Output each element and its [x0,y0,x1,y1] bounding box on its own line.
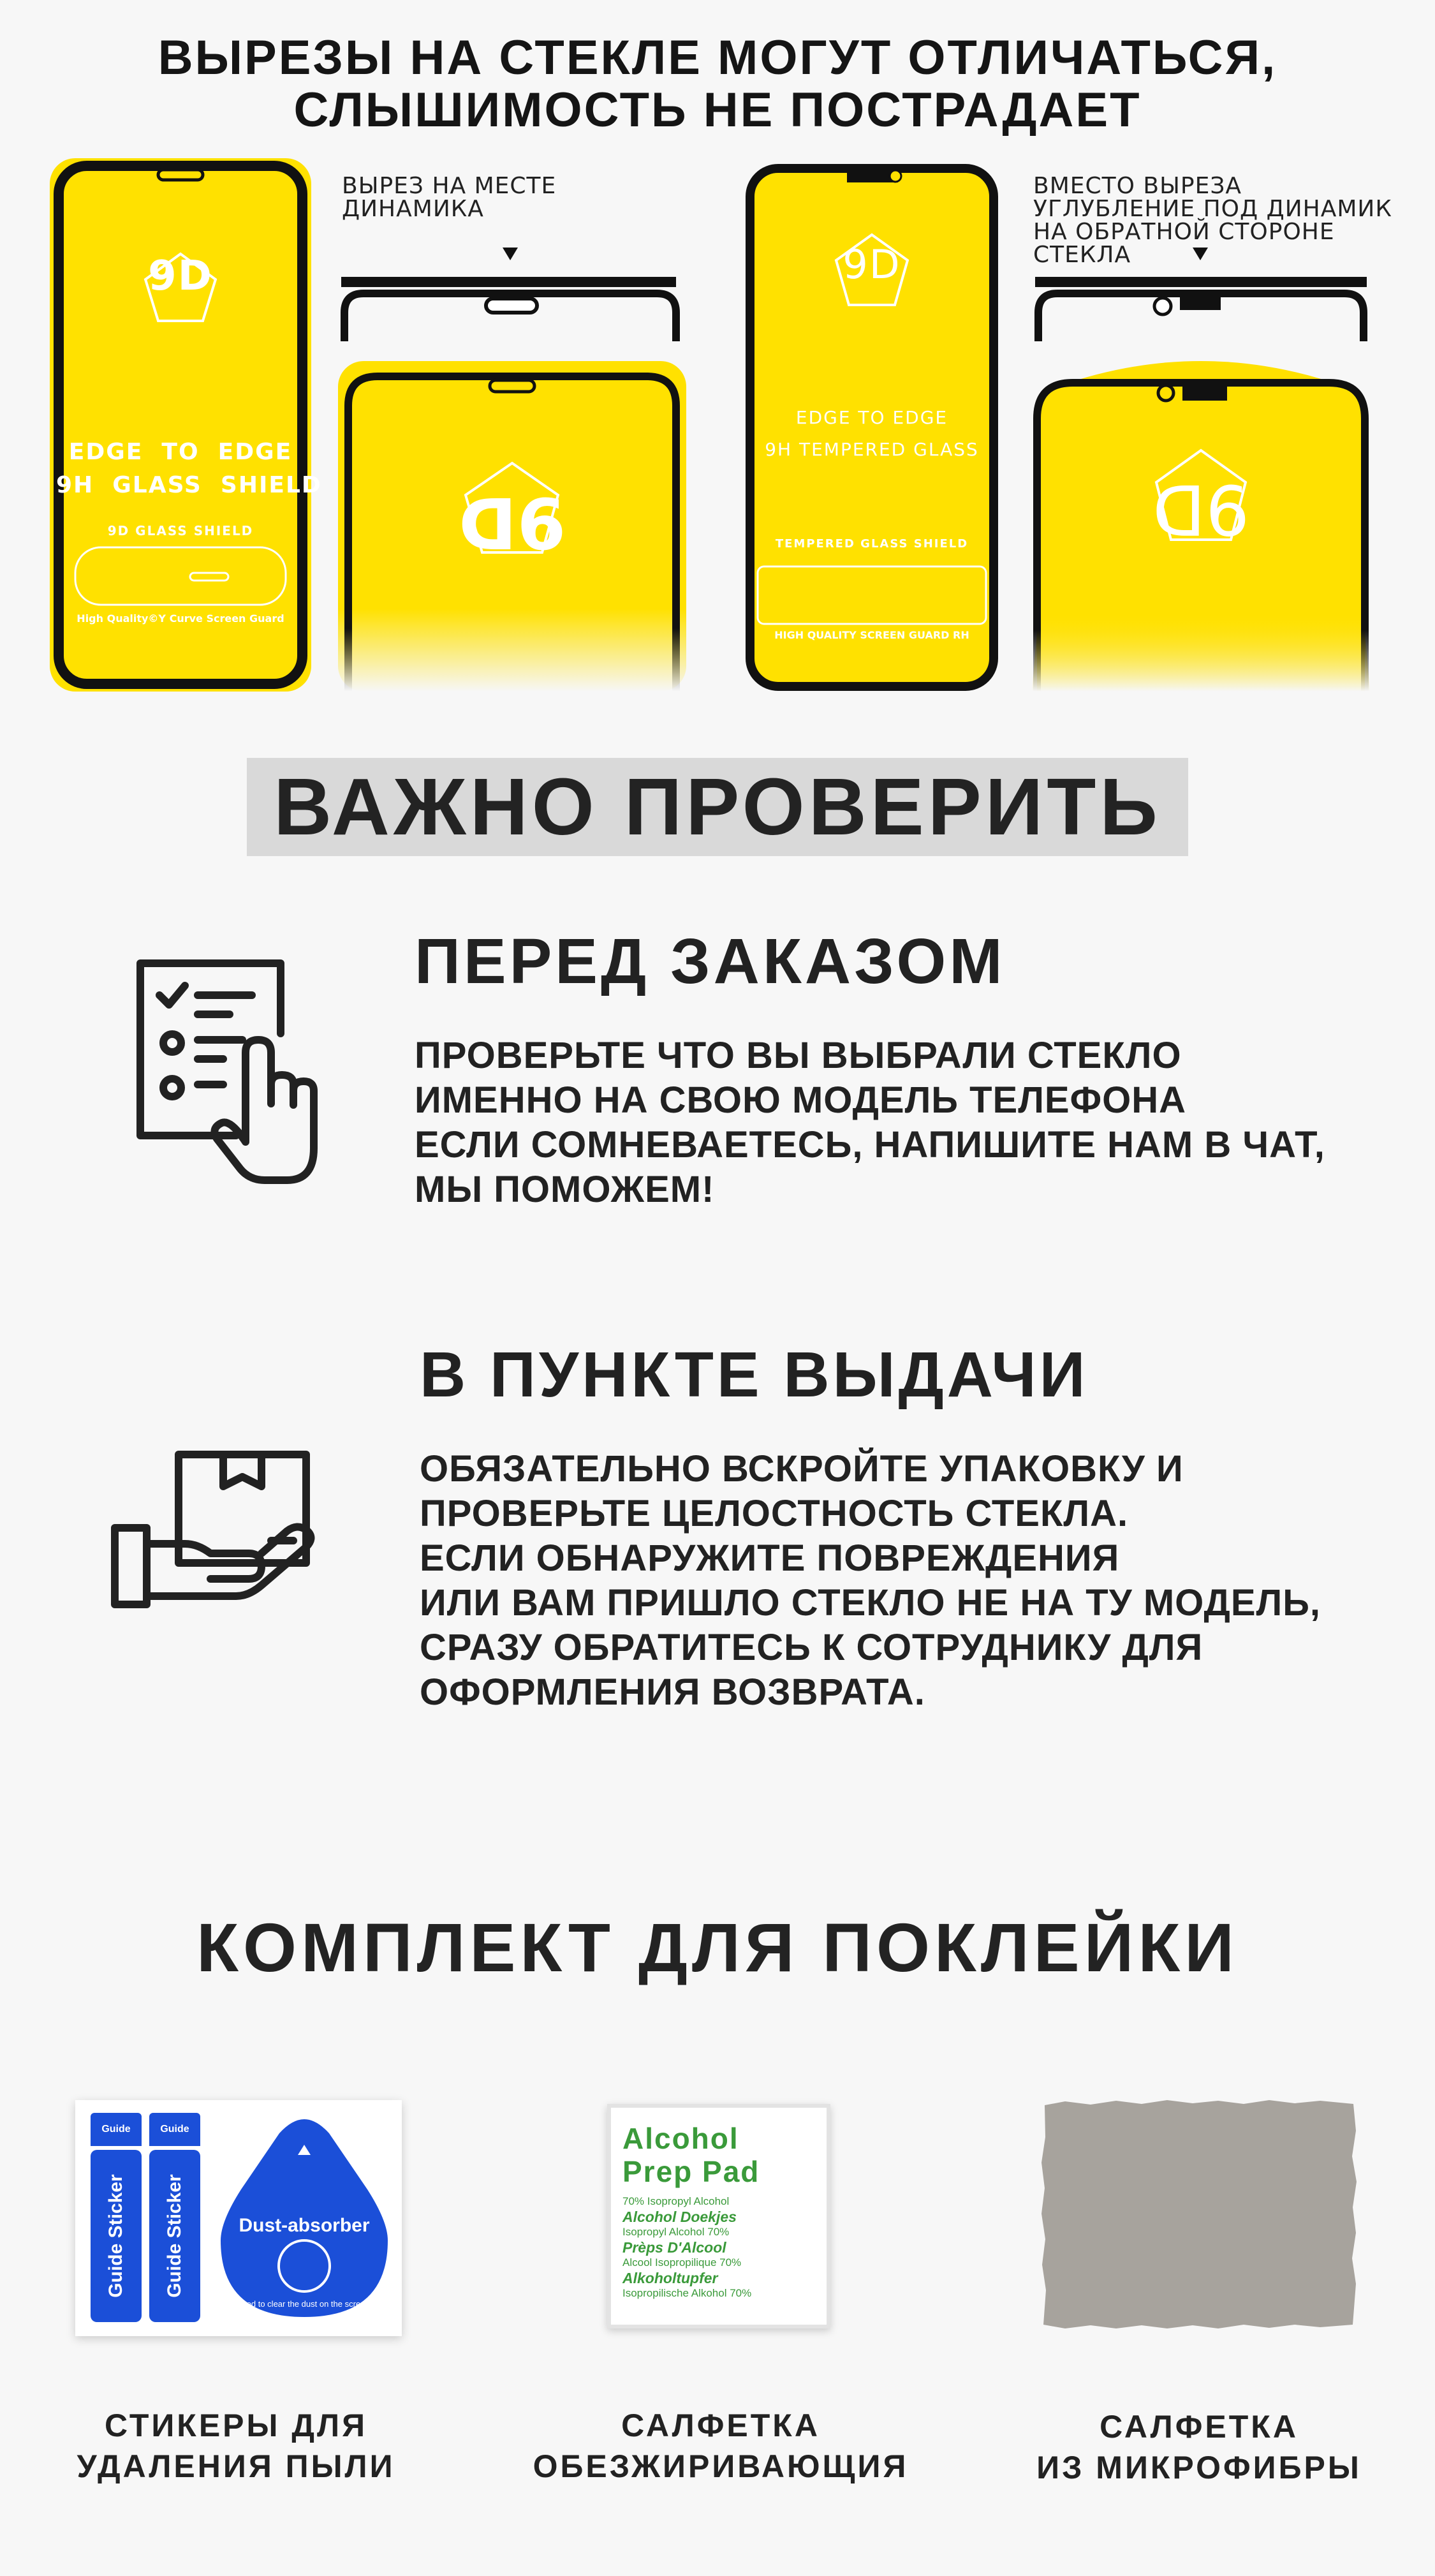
heading-line-2: СЛЫШИМОСТЬ НЕ ПОСТРАДАЕТ [293,83,1142,137]
pickup-line-6: ОФОРМЛЕНИЯ ВОЗВРАТА. [420,1671,925,1713]
kit-caption-microfiber [1008,2406,1390,2488]
alcohol-pad-title-2: Prep Pad [622,2155,760,2188]
kit-caption-stickers-line-1: СТИКЕРЫ ДЛЯ [104,2408,368,2443]
alcohol-pad-line-7: Isopropilische Alkohol 70% [622,2287,752,2299]
groove-diagram [1032,242,1370,344]
package-hand-icon [108,1448,325,1614]
note-cutout-line-2: ДИНАМИКА [342,196,484,222]
alcohol-pad-title-1: Alcohol [622,2122,739,2155]
section-pickup-text [420,1447,1321,1715]
pickup-line-3: ЕСЛИ ОБНАРУЖИТЕ ПОВРЕЖДЕНИЯ [420,1537,1120,1579]
glass-zoom-groove [1032,355,1370,692]
glass2-label-shield: TEMPERED GLASS SHIELD [775,537,969,551]
dust-absorber-sticker [221,2119,388,2317]
glass-front-cutout [50,158,322,692]
microfiber-cloth-image [1040,2099,1358,2330]
alcohol-pad-line-3: Isopropyl Alcohol 70% [622,2226,730,2238]
note-groove-line-2: УГЛУБЛЕНИЕ ПОД ДИНАМИК [1033,196,1392,222]
alcohol-pad-line-2: Alcohol Doekjes [622,2209,737,2225]
before-order-line-4: МЫ ПОМОЖЕМ! [415,1169,715,1210]
glass2-label-quality: HIGH QUALITY SCREEN GUARD RH [774,629,969,641]
kit-caption-stickers [64,2405,408,2487]
guide-sticker-2-tab: Guide [149,2113,200,2146]
before-order-line-2: ИМЕННО НА СВОЮ МОДЕЛЬ ТЕЛЕФОНА [415,1079,1186,1121]
dust-sticker-image [75,2100,402,2336]
kit-caption-alcohol [529,2405,912,2487]
checklist-hand-icon [134,957,325,1187]
glass2-label-9d: 9D [843,241,901,288]
heading-line-1: ВЫРЕЗЫ НА СТЕКЛЕ МОГУТ ОТЛИЧАТЬСЯ, [158,31,1277,85]
guide-sticker-1 [91,2113,142,2323]
kit-caption-alcohol-line-2: ОБЕЗЖИРИВАЮЩИЯ [533,2448,909,2484]
note-cutout [342,175,556,221]
svg-text:9D: 9D [459,482,566,563]
alcohol-pad-line-5: Alcool Isopropilique 70% [622,2256,742,2269]
note-groove-line-3: НА ОБРАТНОЙ СТОРОНЕ [1033,219,1335,245]
guide-sticker-2 [149,2113,200,2323]
guide-sticker-2-label: Guide Sticker [164,2174,185,2298]
note-groove-line-4: СТЕКЛА [1033,242,1131,268]
kit-title: КОМПЛЕКТ ДЛЯ ПОКЛЕЙКИ [196,1909,1239,1986]
pickup-line-2: ПРОВЕРЬТЕ ЦЕЛОСТНОСТЬ СТЕКЛА. [420,1493,1129,1534]
pickup-line-5: СРАЗУ ОБРАТИТЕСЬ К СОТРУДНИКУ ДЛЯ [420,1627,1203,1668]
guide-sticker-1-tab: Guide [91,2113,142,2146]
kit-caption-microfiber-line-1: САЛФЕТКА [1100,2409,1299,2445]
alcohol-pad-line-6: Alkoholtupfer [622,2270,718,2286]
glass-label-shield: 9D GLASS SHIELD [107,523,254,538]
note-cutout-line-1: ВЫРЕЗ НА МЕСТЕ [342,173,557,199]
alcohol-pad-line-4: Prèps D'Alcool [622,2239,726,2256]
glass2-label-9h: 9H TEMPERED GLASS [765,439,979,460]
note-groove-line-1: ВМЕСТО ВЫРЕЗА [1033,173,1242,199]
kit-caption-stickers-line-2: УДАЛЕНИЯ ПЫЛИ [77,2448,395,2484]
alcohol-pad-image [607,2104,830,2328]
cutout-diagram [338,242,682,344]
section-before-order-title: ПЕРЕД ЗАКАЗОМ [415,926,1006,997]
kit-caption-alcohol-line-1: САЛФЕТКА [621,2408,820,2443]
glass-zoom-cutout [338,361,686,692]
guide-sticker-1-label: Guide Sticker [105,2174,126,2298]
glass-label-9d: 9D [148,253,213,300]
page-heading [0,32,1435,137]
before-order-line-3: ЕСЛИ СОМНЕВАЕТЕСЬ, НАПИШИТЕ НАМ В ЧАТ, [415,1124,1325,1166]
glass-label-edge: EDGE TO EDGE [68,439,293,465]
glass-label-quality: High Quality©Y Curve Screen Guard [77,612,284,625]
kit-caption-microfiber-line-2: ИЗ МИКРОФИБРЫ [1036,2450,1362,2485]
alcohol-pad-line-1: 70% Isopropyl Alcohol [622,2195,730,2207]
before-order-line-1: ПРОВЕРЬТЕ ЧТО ВЫ ВЫБРАЛИ СТЕКЛО [415,1035,1182,1076]
dust-absorber-label: Dust-absorber [239,2215,370,2236]
section-pickup-title: В ПУНКТЕ ВЫДАЧИ [420,1339,1089,1410]
glass-front-groove [745,158,999,692]
pickup-line-1: ОБЯЗАТЕЛЬНО ВСКРОЙТЕ УПАКОВКУ И [420,1448,1184,1490]
dust-absorber-subtext: Used to clear the dust on the screen. [236,2299,372,2309]
check-title: ВАЖНО ПРОВЕРИТЬ [247,758,1188,856]
glass2-label-edge: EDGE TO EDGE [795,407,948,428]
pickup-line-4: ИЛИ ВАМ ПРИШЛО СТЕКЛО НЕ НА ТУ МОДЕЛЬ, [420,1582,1321,1624]
svg-text:9D: 9D [1152,469,1249,549]
section-before-order-text [415,1033,1325,1212]
glass-label-9h: 9H GLASS SHIELD [56,472,322,498]
